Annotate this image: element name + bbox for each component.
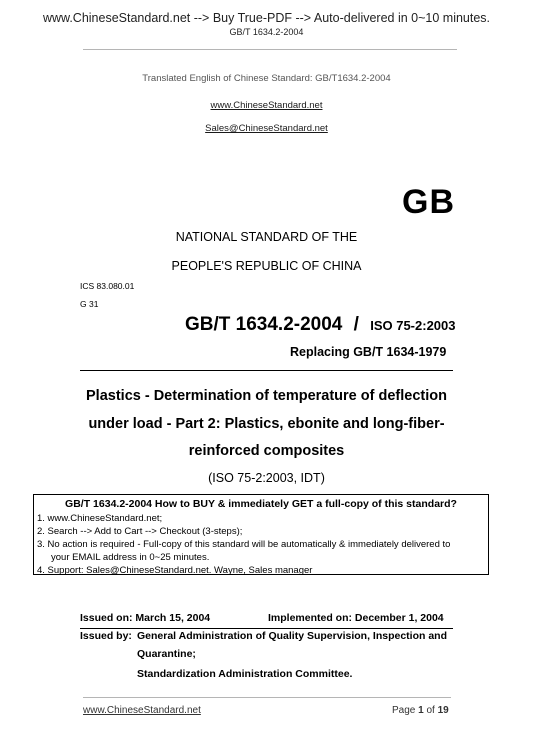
gb-logo: GB xyxy=(402,183,455,221)
ics-code: ICS 83.080.01 xyxy=(80,281,135,291)
dates-divider xyxy=(80,628,453,629)
title-line2: under load - Part 2: Plastics, ebonite and long-fiber- xyxy=(88,416,445,432)
national-standard-line2: PEOPLE'S REPUBLIC OF CHINA xyxy=(171,259,362,273)
page-of: of xyxy=(426,705,435,716)
iso-equivalence: (ISO 75-2:2003, IDT) xyxy=(208,471,325,485)
page-total: 19 xyxy=(437,705,449,716)
website-link-wrap xyxy=(0,95,533,113)
page-label: Page xyxy=(392,705,416,716)
header-banner: www.ChineseStandard.net --> Buy True-PDF --> Auto-delivered in 0~10 minutes. xyxy=(42,11,491,25)
header-code: GB/T 1634.2-2004 xyxy=(229,27,304,37)
implemented-date: Implemented on: December 1, 2004 xyxy=(268,612,444,624)
iso-reference: ISO 75-2:2003 xyxy=(370,318,456,333)
header-divider xyxy=(83,49,457,50)
title-divider xyxy=(80,370,453,371)
buy-step-1: 1. www.ChineseStandard.net; xyxy=(37,513,163,524)
standard-number: GB/T 1634.2-2004 xyxy=(185,314,343,335)
issuer-label: Issued by: xyxy=(80,630,132,642)
title-line3: reinforced composites xyxy=(188,443,345,459)
title-line1: Plastics - Determination of temperature of deflection xyxy=(86,388,447,404)
website-link[interactable]: www.ChineseStandard.net xyxy=(210,100,323,111)
footer-website-link[interactable]: www.ChineseStandard.net xyxy=(83,705,201,716)
buy-step-3-continued: your EMAIL address in 0~25 minutes. xyxy=(51,552,210,563)
buy-step-3: 3. No action is required - Full-copy of this standard will be automatically & immediately delivered to xyxy=(37,539,451,550)
replacing-note: Replacing GB/T 1634-1979 xyxy=(290,345,447,359)
email-link[interactable]: Sales@ChineseStandard.net xyxy=(205,123,328,134)
standard-separator: / xyxy=(353,314,359,335)
national-standard-line1: NATIONAL STANDARD OF THE xyxy=(175,230,358,244)
issued-date: Issued on: March 15, 2004 xyxy=(80,612,211,624)
group-code: G 31 xyxy=(80,299,99,309)
buy-info-box xyxy=(33,494,489,575)
buy-step-2: 2. Search --> Add to Cart --> Checkout (3-steps); xyxy=(37,526,243,537)
footer-divider xyxy=(83,697,451,698)
standard-number-line xyxy=(185,314,456,336)
page-current: 1 xyxy=(418,705,424,716)
issuer-line1: General Administration of Quality Supervision, Inspection and xyxy=(137,630,447,642)
issuer-line3: Standardization Administration Committee. xyxy=(137,668,353,680)
email-link-wrap xyxy=(0,118,533,136)
translation-note: Translated English of Chinese Standard: GB/T1634.2-2004 xyxy=(142,73,391,84)
page-indicator xyxy=(392,705,449,716)
issuer-line2: Quarantine; xyxy=(137,648,196,660)
footer-website-wrap xyxy=(83,705,201,716)
buy-box-heading: GB/T 1634.2-2004 How to BUY & immediately GET a full-copy of this standard? xyxy=(65,498,457,510)
buy-step-4: 4. Support: Sales@ChineseStandard.net. Wayne, Sales manager xyxy=(37,565,313,576)
